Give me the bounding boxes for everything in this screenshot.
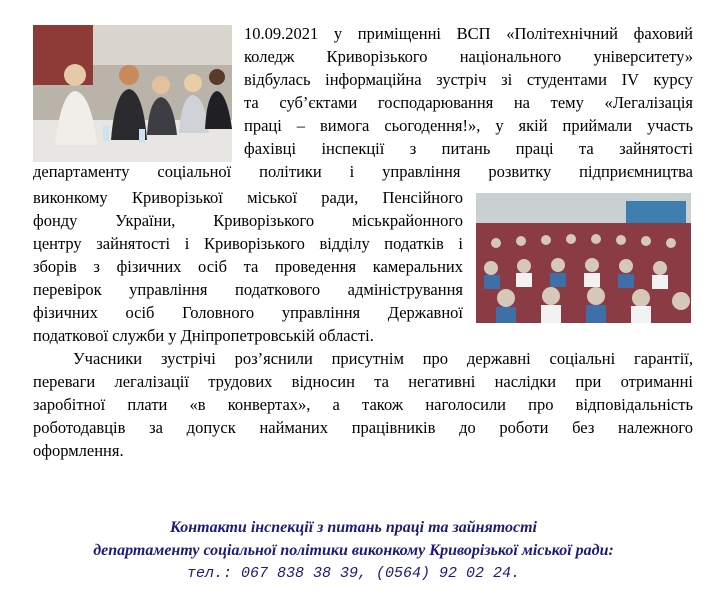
article-line: оформлення. xyxy=(33,441,124,460)
article-line: перевірок управління податкового адміністрування xyxy=(33,280,463,299)
article-line: коледж Криворізького національного університету» xyxy=(244,47,693,66)
article-line: заробітної плати «в конвертах», а також наголосили про відповідальність xyxy=(33,395,693,414)
contacts-heading: Контакти інспекції з питань праці та зайнятості xyxy=(170,519,537,536)
article-line: Учасники зустрічі роз’яснили присутнім про державні соціальні гарантії, xyxy=(73,349,693,368)
article-line: фахівці інспекції з питань праці та зайнятості xyxy=(244,139,693,158)
contacts-phone: тел.: 067 838 38 39, (0564) 92 02 24. xyxy=(186,565,521,582)
meeting-panel-photo xyxy=(33,25,232,162)
article-line: центру зайнятості і Криворізького відділу податків і xyxy=(33,234,463,253)
audience-photo xyxy=(476,193,691,323)
audience-photo-image xyxy=(476,193,691,323)
article-line: департаменту соціальної політики і управління розвитку підприємництва xyxy=(33,162,693,181)
article-line: відбулась інформаційна зустріч зі студентами IV курсу xyxy=(244,70,693,89)
article-line: фонду України, Криворізького міськрайонного xyxy=(33,211,463,230)
article-line: переваги легалізації трудових відносин та негативні наслідки при отриманні xyxy=(33,372,693,391)
article-line: 10.09.2021 у приміщенні ВСП «Політехнічний фаховий xyxy=(244,24,693,43)
article-line: роботодавців за допуск найманих працівників до роботи без належного xyxy=(33,418,693,437)
article-line: фізичних осіб Головного управління Державної xyxy=(33,303,463,322)
article-line: зборів з фізичних осіб та проведення камеральних xyxy=(33,257,463,276)
panel-photo-image xyxy=(33,25,232,162)
article-line: виконкому Криворізької міської ради, Пенсійного xyxy=(33,188,463,207)
contacts-department: департаменту соціальної політики виконкому Криворізької міської ради: xyxy=(93,542,614,559)
article-line: праці – вимога сьогодення!», у якій приймали участь xyxy=(244,116,693,135)
article-line: та суб’єктами господарювання на тему «Легалізація xyxy=(244,93,693,112)
article-line: податкової служби у Дніпропетровській області. xyxy=(33,326,374,345)
